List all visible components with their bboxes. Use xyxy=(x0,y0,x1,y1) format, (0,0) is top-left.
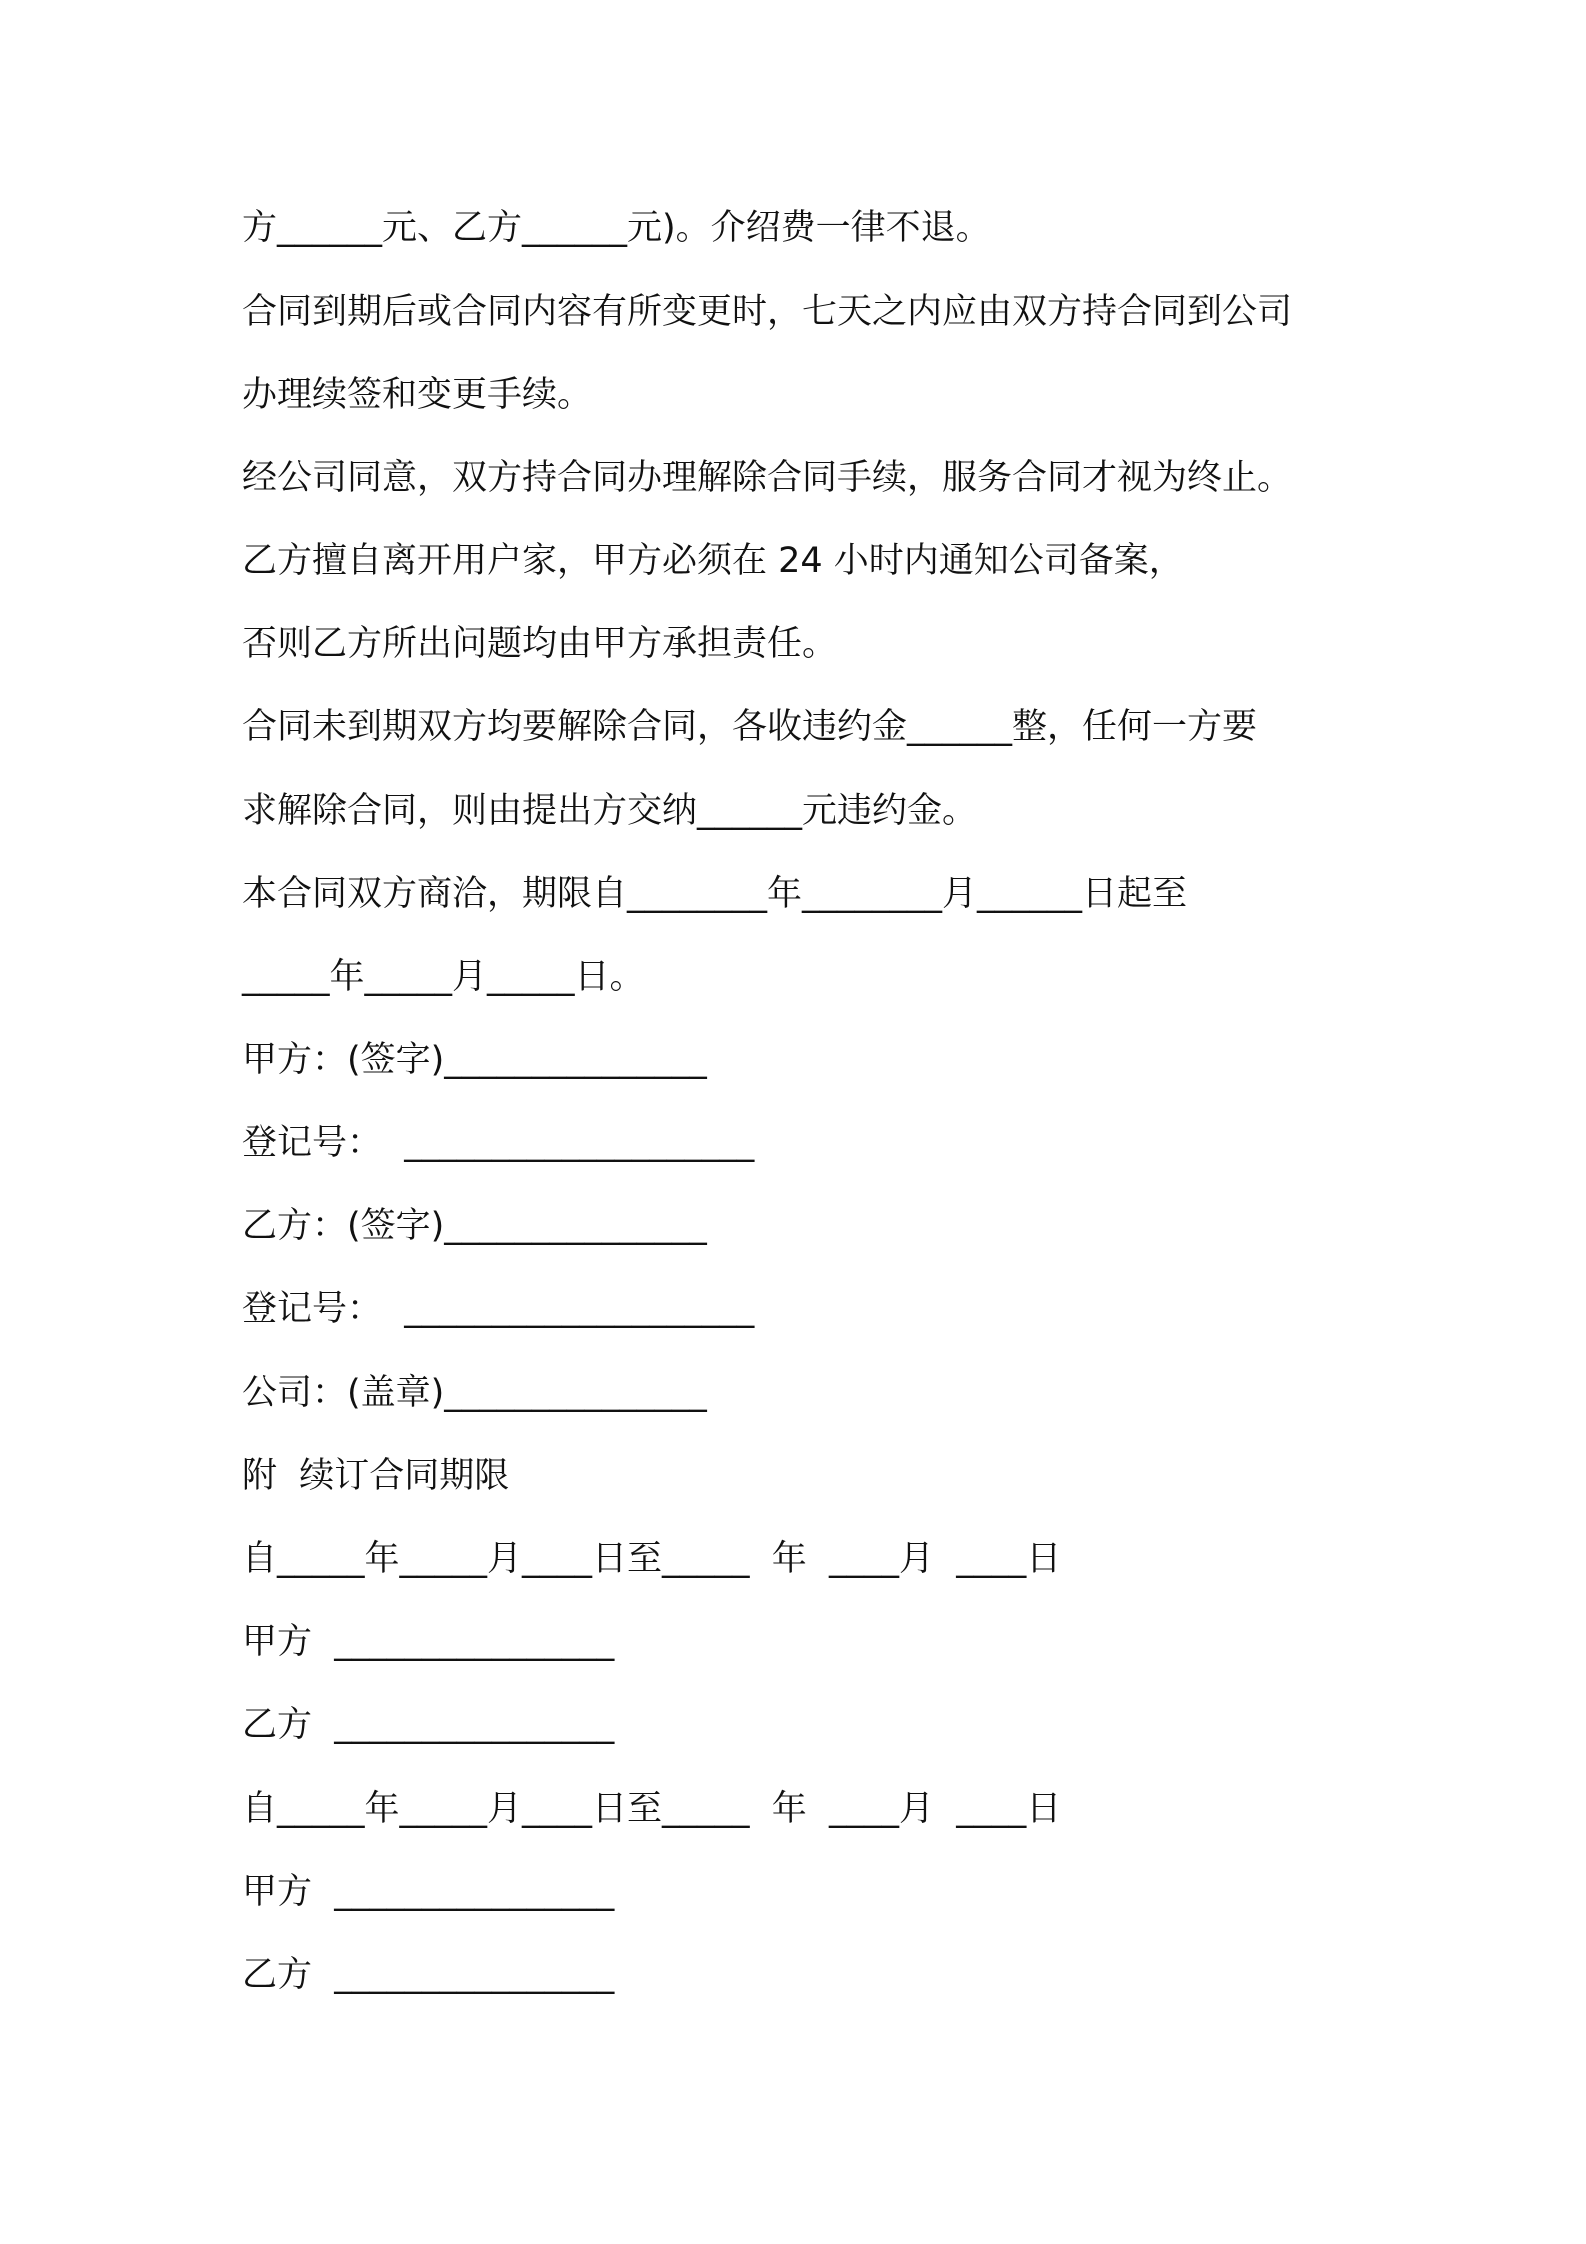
text-line-leave-notice-2: 否则乙方所出问题均由甲方承担责任。 xyxy=(242,624,838,664)
text-line-penalty-2: 求解除合同，则由提出方交纳______元违约金。 xyxy=(242,791,978,831)
signature-line-party-a: 甲方：(签字)_______________ xyxy=(242,1040,707,1080)
renewal-party-b-line-2: 乙方 ________________ xyxy=(242,1955,615,1995)
appendix-heading: 附 续订合同期限 xyxy=(242,1456,510,1496)
registration-line-party-a: 登记号： ____________________ xyxy=(242,1123,755,1163)
renewal-party-b-line-1: 乙方 ________________ xyxy=(242,1705,615,1745)
text-line-term-1: 本合同双方商洽，期限自________年________月______日起至 xyxy=(242,874,1188,914)
renewal-party-a-line-2: 甲方 ________________ xyxy=(242,1872,615,1912)
text-line-term-2: _____年_____月_____日。 xyxy=(242,957,645,997)
text-line-renewal-2: 办理续签和变更手续。 xyxy=(242,375,593,415)
text-line-leave-notice-1: 乙方擅自离开用户家，甲方必须在 24 小时内通知公司备案， xyxy=(242,541,1184,581)
seal-line-company: 公司：(盖章)_______________ xyxy=(242,1373,707,1413)
text-line-intro-fee: 方______元、乙方______元)。介绍费一律不退。 xyxy=(242,208,991,248)
text-line-penalty-1: 合同未到期双方均要解除合同，各收违约金______整，任何一方要 xyxy=(242,707,1258,747)
renewal-period-line-2: 自_____年_____月____日至_____ 年 ____月 ____日 xyxy=(242,1789,1062,1829)
renewal-party-a-line-1: 甲方 ________________ xyxy=(242,1622,615,1662)
text-line-renewal-1: 合同到期后或合同内容有所变更时，七天之内应由双方持合同到公司 xyxy=(242,292,1293,332)
renewal-period-line-1: 自_____年_____月____日至_____ 年 ____月 ____日 xyxy=(242,1539,1062,1579)
text-line-termination: 经公司同意，双方持合同办理解除合同手续，服务合同才视为终止。 xyxy=(242,458,1293,498)
signature-line-party-b: 乙方：(签字)_______________ xyxy=(242,1206,707,1246)
registration-line-party-b: 登记号： ____________________ xyxy=(242,1289,755,1329)
